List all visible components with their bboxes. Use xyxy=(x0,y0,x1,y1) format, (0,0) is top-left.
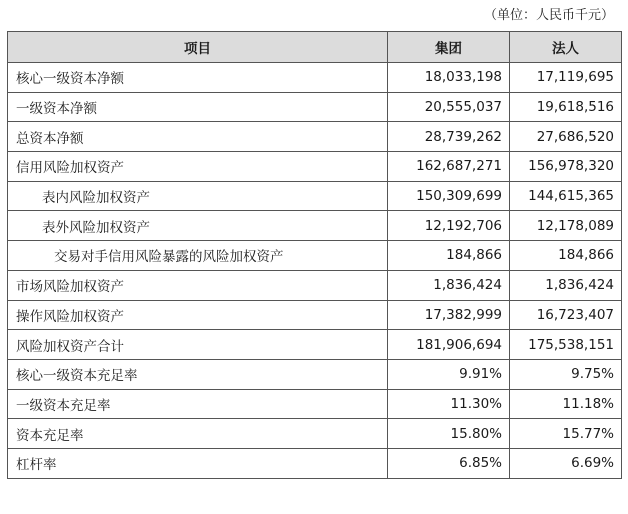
group-value: 18,033,198 xyxy=(388,63,510,93)
group-value: 15.80% xyxy=(388,419,510,449)
table-row xyxy=(8,241,622,271)
header-group: 集团 xyxy=(388,32,510,63)
row-label: 总资本净额 xyxy=(8,122,388,152)
entity-value: 17,119,695 xyxy=(510,63,622,93)
row-label: 操作风险加权资产 xyxy=(8,300,388,330)
entity-value: 12,178,089 xyxy=(510,211,622,241)
row-label: 表内风险加权资产 xyxy=(8,181,388,211)
entity-value: 175,538,151 xyxy=(510,330,622,360)
row-label: 杠杆率 xyxy=(8,448,388,478)
entity-value: 6.69% xyxy=(510,448,622,478)
table-row xyxy=(8,122,622,152)
entity-value: 156,978,320 xyxy=(510,152,622,182)
entity-value: 1,836,424 xyxy=(510,270,622,300)
row-label: 市场风险加权资产 xyxy=(8,270,388,300)
entity-value: 184,866 xyxy=(510,241,622,271)
table-row xyxy=(8,152,622,182)
table-row xyxy=(8,270,622,300)
entity-value: 9.75% xyxy=(510,359,622,389)
group-value: 9.91% xyxy=(388,359,510,389)
entity-value: 144,615,365 xyxy=(510,181,622,211)
row-label: 风险加权资产合计 xyxy=(8,330,388,360)
capital-adequacy-table xyxy=(7,31,622,479)
row-label: 一级资本充足率 xyxy=(8,389,388,419)
row-label: 资本充足率 xyxy=(8,419,388,449)
group-value: 184,866 xyxy=(388,241,510,271)
group-value: 181,906,694 xyxy=(388,330,510,360)
group-value: 11.30% xyxy=(388,389,510,419)
table-row xyxy=(8,63,622,93)
group-value: 12,192,706 xyxy=(388,211,510,241)
row-label: 一级资本净额 xyxy=(8,92,388,122)
header-entity: 法人 xyxy=(510,32,622,63)
entity-value: 19,618,516 xyxy=(510,92,622,122)
table-row xyxy=(8,181,622,211)
entity-value: 15.77% xyxy=(510,419,622,449)
header-item: 项目 xyxy=(8,32,388,63)
row-label: 表外风险加权资产 xyxy=(8,211,388,241)
table-row xyxy=(8,448,622,478)
row-label: 信用风险加权资产 xyxy=(8,152,388,182)
group-value: 6.85% xyxy=(388,448,510,478)
entity-value: 11.18% xyxy=(510,389,622,419)
group-value: 17,382,999 xyxy=(388,300,510,330)
row-label: 核心一级资本充足率 xyxy=(8,359,388,389)
table-row xyxy=(8,92,622,122)
table-row xyxy=(8,300,622,330)
group-value: 150,309,699 xyxy=(388,181,510,211)
group-value: 28,739,262 xyxy=(388,122,510,152)
entity-value: 27,686,520 xyxy=(510,122,622,152)
row-label: 核心一级资本净额 xyxy=(8,63,388,93)
table-body xyxy=(8,63,622,479)
table-row xyxy=(8,359,622,389)
table-row xyxy=(8,211,622,241)
table-row xyxy=(8,419,622,449)
table-row xyxy=(8,389,622,419)
header-row xyxy=(8,32,622,63)
row-label: 交易对手信用风险暴露的风险加权资产 xyxy=(8,241,388,271)
group-value: 20,555,037 xyxy=(388,92,510,122)
group-value: 162,687,271 xyxy=(388,152,510,182)
unit-note: （单位：人民币千元） xyxy=(483,8,614,23)
table-row xyxy=(8,330,622,360)
group-value: 1,836,424 xyxy=(388,270,510,300)
entity-value: 16,723,407 xyxy=(510,300,622,330)
